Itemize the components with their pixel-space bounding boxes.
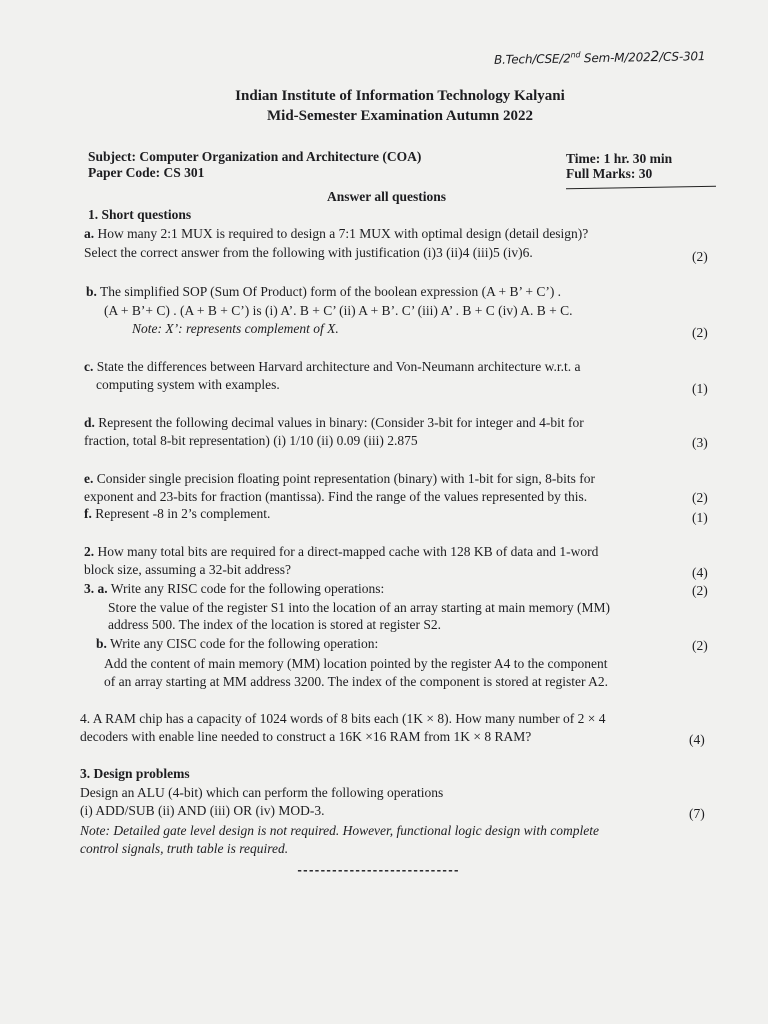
subject-line: Subject: Computer Organization and Architecture (COA) — [88, 149, 422, 164]
course-code-handwritten: B.Tech/CSE/2nd Sem-M/2022/CS-301 — [493, 48, 706, 67]
end-of-paper-line: ---------------------------- — [296, 864, 459, 878]
question-4-marks: (4) — [689, 732, 705, 747]
exam-title: Mid-Semester Examination Autumn 2022 — [267, 108, 533, 124]
question-3b-marks: (2) — [692, 638, 708, 653]
question-1c: c. State the differences between Harvard architecture and Von-Neumann architecture w.r.t. a — [84, 359, 581, 374]
question-1b: b. The simplified SOP (Sum Of Product) form of the boolean expression (A + B’ + C’) . — [86, 284, 562, 299]
question-1e-line2: exponent and 23-bits for fraction (mantissa). Find the range of the values represented by this. — [84, 489, 588, 504]
question-1d-marks: (3) — [692, 435, 708, 450]
question-3a-line3: address 500. The index of the location is stored at register S2. — [108, 617, 442, 632]
question-1b-line2: (A + B’+ C) . (A + B + C’) is (i) A’. B + C’ (ii) A + B’. C’ (iii) A’ . B + C (iv) A. B + C. — [104, 303, 573, 318]
full-marks: Full Marks: 30 — [566, 166, 653, 181]
question-3a-line2: Store the value of the register S1 into the location of an array starting at main memory (MM) — [108, 600, 610, 615]
question-3a: 3. a. Write any RISC code for the following operations: — [84, 581, 385, 596]
question-2-marks: (4) — [692, 565, 708, 580]
institute-title: Indian Institute of Information Technology Kalyani — [235, 88, 565, 104]
design-note-line2: control signals, truth table is required. — [80, 841, 289, 856]
question-4-line2: decoders with enable line needed to construct a 16K ×16 RAM from 1K × 8 RAM? — [80, 729, 532, 744]
question-1d: d. Represent the following decimal values in binary: (Consider 3-bit for integer and 4-bit for — [84, 415, 584, 430]
question-2-line2: block size, assuming a 32-bit address? — [84, 562, 291, 577]
question-3b-line3: of an array starting at MM address 3200. The index of the component is stored at register A2. — [104, 674, 609, 689]
design-line1: Design an ALU (4-bit) which can perform the following operations — [80, 785, 444, 800]
question-3b-line2: Add the content of main memory (MM) location pointed by the register A4 to the component — [104, 656, 608, 671]
question-1b-marks: (2) — [692, 325, 708, 340]
question-1f: f. Represent -8 in 2’s complement. — [84, 506, 271, 521]
question-1e-marks: (2) — [692, 490, 708, 505]
design-marks: (7) — [689, 806, 705, 821]
design-line2: (i) ADD/SUB (ii) AND (iii) OR (iv) MOD-3. — [80, 803, 325, 818]
question-1f-marks: (1) — [692, 510, 708, 525]
section-short-questions: 1. Short questions — [88, 207, 192, 222]
question-1d-line2: fraction, total 8-bit representation) (i) 1/10 (ii) 0.09 (iii) 2.875 — [84, 433, 418, 448]
exam-time: Time: 1 hr. 30 min — [566, 151, 673, 166]
design-note: Note: Detailed gate level design is not required. However, functional logic design with complete — [80, 823, 600, 838]
question-3a-marks: (2) — [692, 583, 708, 598]
question-1a-marks: (2) — [692, 249, 708, 264]
question-1e: e. Consider single precision floating point representation (binary) with 1-bit for sign, 8-bits for — [84, 471, 596, 486]
question-1c-marks: (1) — [692, 381, 708, 396]
header-divider — [566, 186, 716, 190]
instruction: Answer all questions — [327, 189, 447, 204]
question-1a: a. How many 2:1 MUX is required to design a 7:1 MUX with optimal design (detail design)? — [84, 226, 589, 241]
section-design-problems: 3. Design problems — [80, 766, 190, 781]
question-3b: b. Write any CISC code for the following operation: — [96, 636, 379, 651]
question-1c-line2: computing system with examples. — [96, 377, 280, 392]
paper-code: Paper Code: CS 301 — [88, 165, 205, 180]
question-1b-note: Note: X’: represents complement of X. — [132, 321, 339, 336]
question-1a-line2: Select the correct answer from the following with justification (i)3 (ii)4 (iii)5 (iv)6. — [84, 245, 533, 260]
question-4: 4. A RAM chip has a capacity of 1024 words of 8 bits each (1K × 8). How many number of 2 × 4 — [80, 711, 606, 726]
question-2: 2. How many total bits are required for a direct-mapped cache with 128 KB of data and 1-word — [84, 544, 599, 559]
